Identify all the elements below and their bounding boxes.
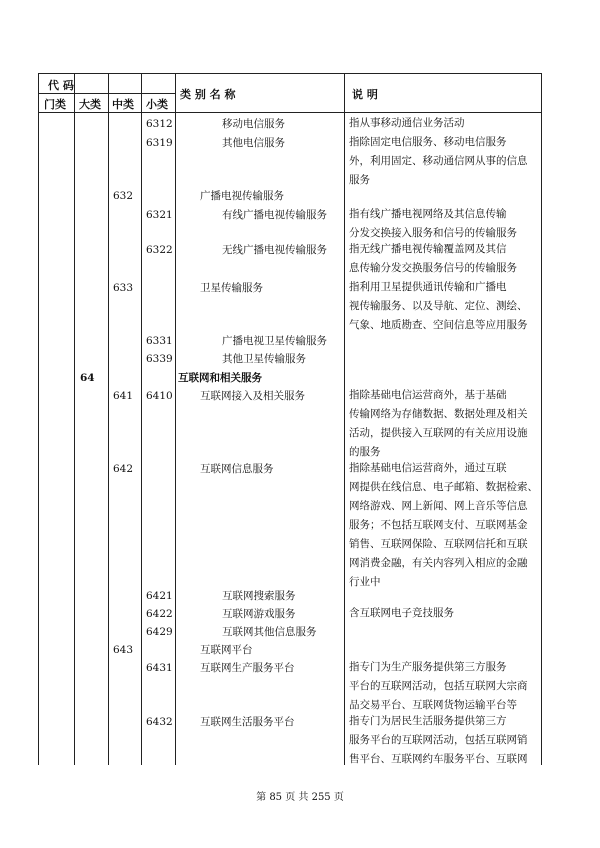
row-6422-xiao: 6422	[146, 608, 173, 620]
row-642-name: 互联网信息服务	[200, 463, 274, 475]
row-633-zhong: 633	[113, 282, 134, 294]
row-6422-name: 互联网游戏服务	[222, 608, 296, 620]
row-6339-xiao: 6339	[146, 353, 173, 365]
row-6432-name: 互联网生活服务平台	[200, 716, 295, 728]
row-6410-desc: 指除基础电信运营商外，基于基础 传输网络为存储数据、数据处理及相关 活动，提供接入互联网的有关应用设施 的服务	[349, 389, 528, 458]
row-6431-xiao: 6431	[146, 662, 173, 674]
row-641-zhong: 641	[113, 390, 134, 402]
col-line-name	[344, 73, 345, 765]
row-6319-xiao: 6319	[146, 137, 173, 149]
row-643-name: 互联网平台	[200, 644, 253, 656]
row-6429-xiao: 6429	[146, 626, 173, 638]
col-line-xiao	[175, 73, 176, 765]
header-men: 门类	[44, 98, 66, 111]
page-number-footer: 第 85 页 共 255 页	[256, 792, 344, 803]
row-642-desc: 指除基础电信运营商外，通过互联 网提供在线信息、电子邮箱、数据检索、 网络游戏、网上新闻、网上音乐等信息 服务；不包括互联网支付、互联网基金 销售、互联网保险、互联网信托和互联 网消费金融，有关内容列入相应的金融 行业中	[349, 462, 538, 588]
col-line-men	[74, 73, 75, 765]
row-6339-name: 其他卫星传输服务	[222, 353, 306, 365]
table-top-line	[38, 73, 541, 74]
col-line-right	[541, 73, 542, 765]
row-64-name: 互联网和相关服务	[178, 372, 262, 384]
header-name: 类 别 名 称	[180, 88, 236, 101]
row-6319-name: 其他电信服务	[222, 137, 285, 149]
row-6331-xiao: 6331	[146, 335, 173, 347]
row-6432-desc: 指专门为居民生活服务提供第三方 服务平台的互联网活动，包括互联网销 售平台、互联网约车服务平台、互联网	[349, 715, 528, 765]
header-da: 大类	[79, 98, 101, 111]
header-code: 代 码	[48, 79, 74, 92]
row-643-zhong: 643	[113, 644, 134, 656]
row-6312-xiao: 6312	[146, 118, 173, 130]
row-6429-name: 互联网其他信息服务	[222, 626, 317, 638]
col-line-left	[38, 73, 39, 765]
row-6322-desc: 指无线广播电视传输覆盖网及其信 息传输分发交换服务信号的传输服务	[349, 243, 517, 274]
row-6321-xiao: 6321	[146, 209, 173, 221]
row-6331-name: 广播电视卫星传输服务	[222, 335, 327, 347]
row-6410-xiao: 6410	[146, 390, 173, 402]
row-6321-name: 有线广播电视传输服务	[222, 209, 327, 221]
code-subheader-line	[38, 93, 175, 94]
row-64-da: 64	[80, 372, 95, 384]
row-6431-name: 互联网生产服务平台	[200, 662, 295, 674]
row-6322-xiao: 6322	[146, 244, 173, 256]
row-632-zhong: 632	[113, 190, 134, 202]
row-6312-desc: 指从事移动通信业务活动	[349, 117, 465, 129]
row-6421-xiao: 6421	[146, 590, 173, 602]
row-633-desc: 指利用卫星提供通讯传输和广播电 视传输服务、以及导航、定位、测绘、 气象、地质勘查、空间信息等应用服务	[349, 281, 528, 331]
row-6410-name: 互联网接入及相关服务	[200, 390, 305, 402]
row-642-zhong: 642	[113, 463, 134, 475]
row-6312-name: 移动电信服务	[222, 118, 285, 130]
row-6322-name: 无线广播电视传输服务	[222, 244, 327, 256]
col-line-da	[108, 73, 109, 765]
row-6421-name: 互联网搜索服务	[222, 590, 296, 602]
header-bottom-line	[38, 112, 541, 113]
row-6422-desc: 含互联网电子竞技服务	[349, 607, 454, 619]
col-line-zhong	[141, 73, 142, 765]
row-6431-desc: 指专门为生产服务提供第三方服务 平台的互联网活动，包括互联网大宗商 品交易平台、互联网货物运输平台等	[349, 661, 528, 711]
row-6319-desc: 指除固定电信服务、移动电信服务 外，利用固定、移动通信网从事的信息 服务	[349, 136, 528, 186]
row-6321-desc: 指有线广播电视网络及其信息传输 分发交换接入服务和信号的传输服务	[349, 208, 517, 239]
row-633-name: 卫星传输服务	[200, 282, 263, 294]
row-632-name: 广播电视传输服务	[200, 190, 284, 202]
row-6432-xiao: 6432	[146, 716, 173, 728]
header-zhong: 中类	[112, 98, 134, 111]
header-desc: 说 明	[352, 88, 378, 101]
header-xiao: 小类	[146, 98, 168, 111]
